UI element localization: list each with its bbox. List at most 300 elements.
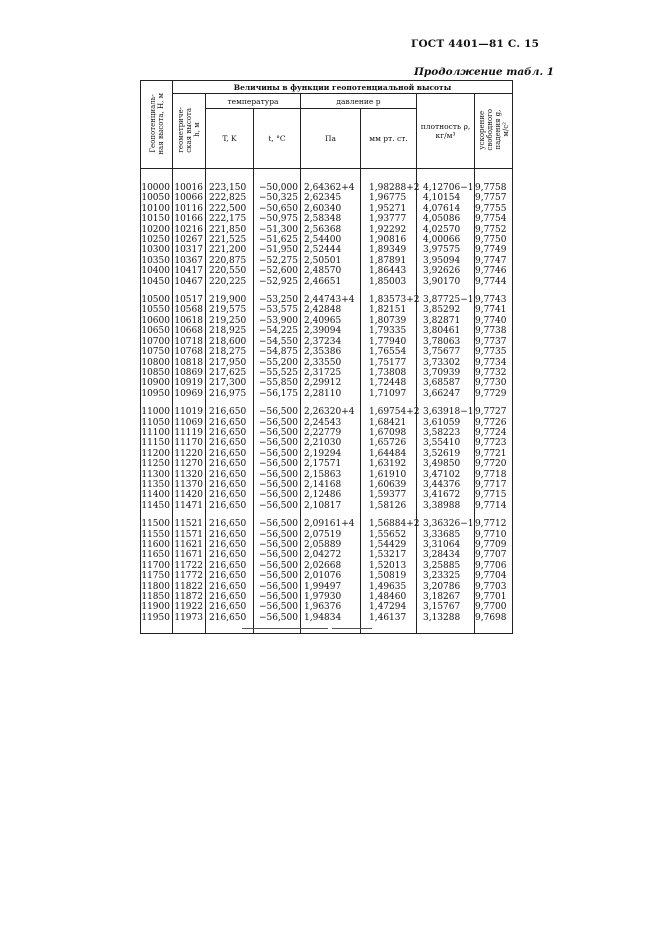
density-cell: 3,92626 [417, 266, 475, 276]
gravity-cell: 9,7755 [475, 204, 513, 214]
temperature-k-cell: 220,550 [206, 266, 254, 276]
table-row [141, 582, 513, 592]
pressure-pa-cell: 2,52444 [301, 245, 361, 255]
table-row [141, 418, 513, 428]
geometric-height-cell: 10267 [173, 235, 206, 245]
pressure-pa-cell: 2,26320+4 [301, 407, 361, 417]
density-cell: 3,44376 [417, 480, 475, 490]
table-row [141, 602, 513, 612]
table-row [141, 550, 513, 560]
pressure-pa-cell: 2,15863 [301, 470, 361, 480]
temperature-k-cell: 217,300 [206, 378, 254, 388]
temperature-c-cell: −55,525 [254, 368, 301, 378]
temperature-k-cell: 216,650 [206, 459, 254, 469]
geopotential-height-cell: 10900 [141, 378, 173, 388]
gravity-cell: 9,7735 [475, 347, 513, 357]
temperature-k-cell: 216,650 [206, 571, 254, 581]
temperature-k-cell: 218,925 [206, 326, 254, 336]
gravity-cell: 9,7737 [475, 337, 513, 347]
pressure-mmhg-cell: 1,86443 [361, 266, 417, 276]
density-cell: 4,02570 [417, 225, 475, 235]
pressure-pa-cell: 2,54400 [301, 235, 361, 245]
gravity-cell: 9,7740 [475, 316, 513, 326]
temperature-k-cell: 216,650 [206, 470, 254, 480]
geopotential-height-cell: 10450 [141, 277, 173, 287]
geopotential-height-cell: 10150 [141, 214, 173, 224]
geometric-height-cell: 11521 [173, 519, 206, 529]
table-row [141, 438, 513, 448]
geopotential-height-cell: 11200 [141, 449, 173, 459]
temperature-k-cell: 218,600 [206, 337, 254, 347]
temperature-c-cell: −56,500 [254, 480, 301, 490]
table-row [141, 470, 513, 480]
spacer-row [141, 287, 513, 295]
spacer-row [141, 511, 513, 519]
pressure-mmhg-cell: 1,92292 [361, 225, 417, 235]
spacer-cell [301, 511, 361, 519]
table-row [141, 305, 513, 315]
temperature-c-cell: −50,650 [254, 204, 301, 214]
gravity-cell: 9,7710 [475, 530, 513, 540]
table-row [141, 571, 513, 581]
spacer-cell [173, 399, 206, 407]
temperature-c-cell: −51,950 [254, 245, 301, 255]
geometric-height-cell: 11170 [173, 438, 206, 448]
spacer-cell [141, 287, 173, 295]
table-row [141, 613, 513, 623]
spacer-cell [173, 169, 206, 184]
pressure-pa-cell: 2,60340 [301, 204, 361, 214]
spacer-cell [301, 287, 361, 295]
geopotential-height-cell: 10350 [141, 256, 173, 266]
table-header [141, 81, 513, 169]
pressure-pa-cell: 1,97930 [301, 592, 361, 602]
density-cell: 3,90170 [417, 277, 475, 287]
gravity-cell: 9,7741 [475, 305, 513, 315]
geopotential-height-cell: 10300 [141, 245, 173, 255]
table-row [141, 316, 513, 326]
geometric-height-cell: 10166 [173, 214, 206, 224]
pressure-mmhg-cell: 1,79335 [361, 326, 417, 336]
pressure-mmhg-cell: 1,71097 [361, 389, 417, 399]
temperature-k-cell: 220,225 [206, 277, 254, 287]
pressure-mmhg-cell: 1,48460 [361, 592, 417, 602]
gravity-cell: 9,7717 [475, 480, 513, 490]
spacer-cell [475, 169, 513, 184]
pressure-pa-cell: 2,56368 [301, 225, 361, 235]
pressure-mmhg-cell: 1,73808 [361, 368, 417, 378]
table-row [141, 459, 513, 469]
pressure-pa-cell: 1,99497 [301, 582, 361, 592]
geopotential-height-cell: 11000 [141, 407, 173, 417]
spacer-cell [475, 623, 513, 634]
gravity-cell: 9,7715 [475, 490, 513, 500]
gravity-cell: 9,7732 [475, 368, 513, 378]
gravity-cell: 9,7743 [475, 295, 513, 305]
table-row [141, 428, 513, 438]
pressure-pa-cell: 2,50501 [301, 256, 361, 266]
table-body [141, 169, 513, 634]
spacer-row [141, 169, 513, 184]
density-cell: 3,75677 [417, 347, 475, 357]
geopotential-height-cell: 11850 [141, 592, 173, 602]
temperature-k-cell: 221,200 [206, 245, 254, 255]
pressure-mmhg-cell: 1,85003 [361, 277, 417, 287]
temperature-c-cell: −56,500 [254, 428, 301, 438]
density-cell: 3,85292 [417, 305, 475, 315]
temperature-c-cell: −56,500 [254, 582, 301, 592]
pressure-pa-cell: 1,94834 [301, 613, 361, 623]
table-row [141, 501, 513, 511]
temperature-k-cell: 216,650 [206, 582, 254, 592]
table-row [141, 592, 513, 602]
temperature-c-cell: −50,000 [254, 183, 301, 193]
pressure-mmhg-cell: 1,95271 [361, 204, 417, 214]
gravity-cell: 9,7738 [475, 326, 513, 336]
geopotential-height-cell: 10600 [141, 316, 173, 326]
spacer-cell [173, 623, 206, 634]
temperature-k-cell: 222,175 [206, 214, 254, 224]
temperature-c-cell: −56,500 [254, 530, 301, 540]
gravity-cell: 9,7706 [475, 561, 513, 571]
pressure-pa-cell: 2,28110 [301, 389, 361, 399]
geopotential-height-cell: 10950 [141, 389, 173, 399]
temperature-c-cell: −56,500 [254, 613, 301, 623]
spacer-cell [301, 399, 361, 407]
temperature-k-cell: 216,650 [206, 438, 254, 448]
temperature-c-cell: −56,500 [254, 602, 301, 612]
temperature-c-cell: −54,550 [254, 337, 301, 347]
header-temperature: температура [206, 94, 301, 109]
table-row [141, 347, 513, 357]
density-cell: 4,07614 [417, 204, 475, 214]
table-row [141, 530, 513, 540]
spacer-cell [301, 169, 361, 184]
geopotential-height-cell: 11550 [141, 530, 173, 540]
density-cell: 3,49850 [417, 459, 475, 469]
temperature-k-cell: 216,650 [206, 490, 254, 500]
geopotential-height-cell: 11750 [141, 571, 173, 581]
temperature-k-cell: 220,875 [206, 256, 254, 266]
pressure-mmhg-cell: 1,90816 [361, 235, 417, 245]
table-row [141, 358, 513, 368]
pressure-mmhg-cell: 1,80739 [361, 316, 417, 326]
pressure-mmhg-cell: 1,53217 [361, 550, 417, 560]
temperature-k-cell: 216,650 [206, 449, 254, 459]
pressure-pa-cell: 2,09161+4 [301, 519, 361, 529]
density-cell: 3,61059 [417, 418, 475, 428]
gravity-cell: 9,7757 [475, 193, 513, 203]
density-cell: 3,66247 [417, 389, 475, 399]
temperature-k-cell: 218,275 [206, 347, 254, 357]
gravity-cell: 9,7700 [475, 602, 513, 612]
geopotential-height-cell: 10800 [141, 358, 173, 368]
geometric-height-cell: 10668 [173, 326, 206, 336]
density-cell: 3,78063 [417, 337, 475, 347]
density-cell: 3,41672 [417, 490, 475, 500]
geometric-height-cell: 10367 [173, 256, 206, 266]
gravity-cell: 9,7752 [475, 225, 513, 235]
temperature-k-cell: 216,650 [206, 501, 254, 511]
spacer-cell [141, 623, 173, 634]
geopotential-height-cell: 10850 [141, 368, 173, 378]
header-density: плотность ρ, кг/м³ [417, 94, 475, 169]
temperature-k-cell: 219,250 [206, 316, 254, 326]
temperature-c-cell: −56,500 [254, 418, 301, 428]
temperature-c-cell: −54,875 [254, 347, 301, 357]
geopotential-height-cell: 11100 [141, 428, 173, 438]
geometric-height-cell: 10618 [173, 316, 206, 326]
pressure-pa-cell: 2,21030 [301, 438, 361, 448]
table-row [141, 277, 513, 287]
temperature-k-cell: 216,650 [206, 418, 254, 428]
pressure-mmhg-cell: 1,60639 [361, 480, 417, 490]
pressure-mmhg-cell: 1,54429 [361, 540, 417, 550]
pressure-mmhg-cell: 1,72448 [361, 378, 417, 388]
geometric-height-cell: 10768 [173, 347, 206, 357]
table-continuation-label: Продолжение табл. 1 [414, 66, 555, 78]
gravity-cell: 9,7714 [475, 501, 513, 511]
temperature-k-cell: 216,650 [206, 407, 254, 417]
gravity-cell: 9,7734 [475, 358, 513, 368]
header-gravity: ускорение свободного падения g, м/с² [475, 94, 513, 169]
temperature-k-cell: 216,650 [206, 613, 254, 623]
bottom-rule-right [332, 628, 372, 629]
table-row [141, 389, 513, 399]
pressure-mmhg-cell: 1,89349 [361, 245, 417, 255]
temperature-k-cell: 221,525 [206, 235, 254, 245]
temperature-c-cell: −50,975 [254, 214, 301, 224]
spacer-cell [361, 399, 417, 407]
density-cell: 3,36326−1 [417, 519, 475, 529]
pressure-pa-cell: 2,10817 [301, 501, 361, 511]
pressure-mmhg-cell: 1,67098 [361, 428, 417, 438]
geopotential-height-cell: 11900 [141, 602, 173, 612]
geopotential-height-cell: 10550 [141, 305, 173, 315]
gravity-cell: 9,7749 [475, 245, 513, 255]
density-cell: 3,33685 [417, 530, 475, 540]
density-cell: 4,05086 [417, 214, 475, 224]
geometric-height-cell: 11973 [173, 613, 206, 623]
pressure-pa-cell: 2,46651 [301, 277, 361, 287]
temperature-k-cell: 216,650 [206, 602, 254, 612]
geopotential-height-cell: 11650 [141, 550, 173, 560]
gravity-cell: 9,7750 [475, 235, 513, 245]
header-pressure: давление p [301, 94, 417, 109]
geopotential-height-cell: 10200 [141, 225, 173, 235]
pressure-mmhg-cell: 1,82151 [361, 305, 417, 315]
table-row [141, 193, 513, 203]
gravity-cell: 9,7729 [475, 389, 513, 399]
temperature-k-cell: 216,650 [206, 480, 254, 490]
temperature-k-cell: 222,500 [206, 204, 254, 214]
table-row [141, 378, 513, 388]
table-row [141, 295, 513, 305]
table-row [141, 540, 513, 550]
spacer-cell [417, 169, 475, 184]
geometric-height-cell: 10317 [173, 245, 206, 255]
geopotential-height-cell: 11450 [141, 501, 173, 511]
spacer-cell [254, 287, 301, 295]
pressure-pa-cell: 2,40965 [301, 316, 361, 326]
spacer-cell [254, 399, 301, 407]
geometric-height-cell: 11822 [173, 582, 206, 592]
temperature-c-cell: −56,175 [254, 389, 301, 399]
density-cell: 3,80461 [417, 326, 475, 336]
table-row [141, 561, 513, 571]
temperature-k-cell: 216,650 [206, 561, 254, 571]
pressure-mmhg-cell: 1,76554 [361, 347, 417, 357]
temperature-c-cell: −55,200 [254, 358, 301, 368]
geometric-height-cell: 11471 [173, 501, 206, 511]
density-cell: 3,55410 [417, 438, 475, 448]
geopotential-height-cell: 11600 [141, 540, 173, 550]
geopotential-height-cell: 11350 [141, 480, 173, 490]
temperature-c-cell: −55,850 [254, 378, 301, 388]
spacer-cell [475, 287, 513, 295]
density-cell: 4,10154 [417, 193, 475, 203]
geometric-height-cell: 10568 [173, 305, 206, 315]
atmosphere-table [140, 80, 513, 634]
temperature-c-cell: −50,325 [254, 193, 301, 203]
pressure-pa-cell: 2,62345 [301, 193, 361, 203]
gravity-cell: 9,7698 [475, 613, 513, 623]
gravity-cell: 9,7730 [475, 378, 513, 388]
header-pressure-pa: Па [301, 109, 361, 169]
spacer-cell [206, 169, 254, 184]
temperature-c-cell: −56,500 [254, 540, 301, 550]
table-row [141, 519, 513, 529]
spacer-cell [141, 399, 173, 407]
pressure-pa-cell: 2,17571 [301, 459, 361, 469]
density-cell: 3,23325 [417, 571, 475, 581]
gravity-cell: 9,7754 [475, 214, 513, 224]
density-cell: 3,58223 [417, 428, 475, 438]
geopotential-height-cell: 10650 [141, 326, 173, 336]
geometric-height-cell: 10869 [173, 368, 206, 378]
spacer-cell [417, 399, 475, 407]
pressure-mmhg-cell: 1,96775 [361, 193, 417, 203]
pressure-mmhg-cell: 1,64484 [361, 449, 417, 459]
density-cell: 3,95094 [417, 256, 475, 266]
density-cell: 3,18267 [417, 592, 475, 602]
temperature-k-cell: 221,850 [206, 225, 254, 235]
geopotential-height-cell: 11400 [141, 490, 173, 500]
spacer-cell [173, 287, 206, 295]
pressure-pa-cell: 2,64362+4 [301, 183, 361, 193]
geometric-height-cell: 11671 [173, 550, 206, 560]
table-row [141, 214, 513, 224]
table-row [141, 449, 513, 459]
density-cell: 3,97575 [417, 245, 475, 255]
temperature-k-cell: 216,650 [206, 550, 254, 560]
pressure-mmhg-cell: 1,63192 [361, 459, 417, 469]
geometric-height-cell: 11722 [173, 561, 206, 571]
density-cell: 4,00066 [417, 235, 475, 245]
density-cell: 3,47102 [417, 470, 475, 480]
pressure-pa-cell: 2,48570 [301, 266, 361, 276]
gravity-cell: 9,7726 [475, 418, 513, 428]
geometric-height-cell: 11772 [173, 571, 206, 581]
header-group-title: Величины в функции геопотенциальной высоты [173, 81, 513, 94]
pressure-pa-cell: 2,39094 [301, 326, 361, 336]
geometric-height-cell: 11019 [173, 407, 206, 417]
geometric-height-cell: 11069 [173, 418, 206, 428]
spacer-cell [417, 511, 475, 519]
geometric-height-cell: 11370 [173, 480, 206, 490]
temperature-k-cell: 216,650 [206, 540, 254, 550]
header-pressure-mmhg: мм рт. ст. [361, 109, 417, 169]
gravity-cell: 9,7703 [475, 582, 513, 592]
gravity-cell: 9,7758 [475, 183, 513, 193]
pressure-mmhg-cell: 1,75177 [361, 358, 417, 368]
temperature-c-cell: −51,625 [254, 235, 301, 245]
temperature-c-cell: −56,500 [254, 519, 301, 529]
temperature-c-cell: −53,900 [254, 316, 301, 326]
table-row [141, 337, 513, 347]
geopotential-height-cell: 10100 [141, 204, 173, 214]
geopotential-height-cell: 10700 [141, 337, 173, 347]
gravity-cell: 9,7744 [475, 277, 513, 287]
spacer-cell [254, 511, 301, 519]
pressure-mmhg-cell: 1,46137 [361, 613, 417, 623]
pressure-pa-cell: 2,05889 [301, 540, 361, 550]
header-geopotential-height: Геопотенциаль- ная высота, H, м [141, 81, 173, 169]
spacer-cell [173, 511, 206, 519]
spacer-cell [254, 169, 301, 184]
pressure-pa-cell: 1,96376 [301, 602, 361, 612]
table-row [141, 407, 513, 417]
table-row [141, 256, 513, 266]
geometric-height-cell: 11320 [173, 470, 206, 480]
pressure-mmhg-cell: 1,98288+2 [361, 183, 417, 193]
gravity-cell: 9,7709 [475, 540, 513, 550]
density-cell: 3,15767 [417, 602, 475, 612]
geopotential-height-cell: 10050 [141, 193, 173, 203]
temperature-k-cell: 223,150 [206, 183, 254, 193]
temperature-c-cell: −53,575 [254, 305, 301, 315]
table-row [141, 225, 513, 235]
temperature-c-cell: −52,925 [254, 277, 301, 287]
geopotential-height-cell: 10750 [141, 347, 173, 357]
geometric-height-cell: 10818 [173, 358, 206, 368]
pressure-pa-cell: 2,24543 [301, 418, 361, 428]
bottom-rule [242, 628, 328, 629]
gravity-cell: 9,7704 [475, 571, 513, 581]
pressure-mmhg-cell: 1,59377 [361, 490, 417, 500]
geometric-height-cell: 11621 [173, 540, 206, 550]
geopotential-height-cell: 11050 [141, 418, 173, 428]
temperature-k-cell: 216,650 [206, 592, 254, 602]
temperature-k-cell: 217,950 [206, 358, 254, 368]
temperature-c-cell: −56,500 [254, 561, 301, 571]
geometric-height-cell: 10919 [173, 378, 206, 388]
gravity-cell: 9,7727 [475, 407, 513, 417]
pressure-mmhg-cell: 1,58126 [361, 501, 417, 511]
table-row [141, 266, 513, 276]
geopotential-height-cell: 10400 [141, 266, 173, 276]
geometric-height-cell: 10467 [173, 277, 206, 287]
temperature-k-cell: 216,650 [206, 519, 254, 529]
spacer-cell [417, 287, 475, 295]
pressure-pa-cell: 2,01076 [301, 571, 361, 581]
gravity-cell: 9,7720 [475, 459, 513, 469]
geometric-height-cell: 11220 [173, 449, 206, 459]
pressure-mmhg-cell: 1,56884+2 [361, 519, 417, 529]
pressure-pa-cell: 2,31725 [301, 368, 361, 378]
pressure-mmhg-cell: 1,55652 [361, 530, 417, 540]
pressure-mmhg-cell: 1,61910 [361, 470, 417, 480]
